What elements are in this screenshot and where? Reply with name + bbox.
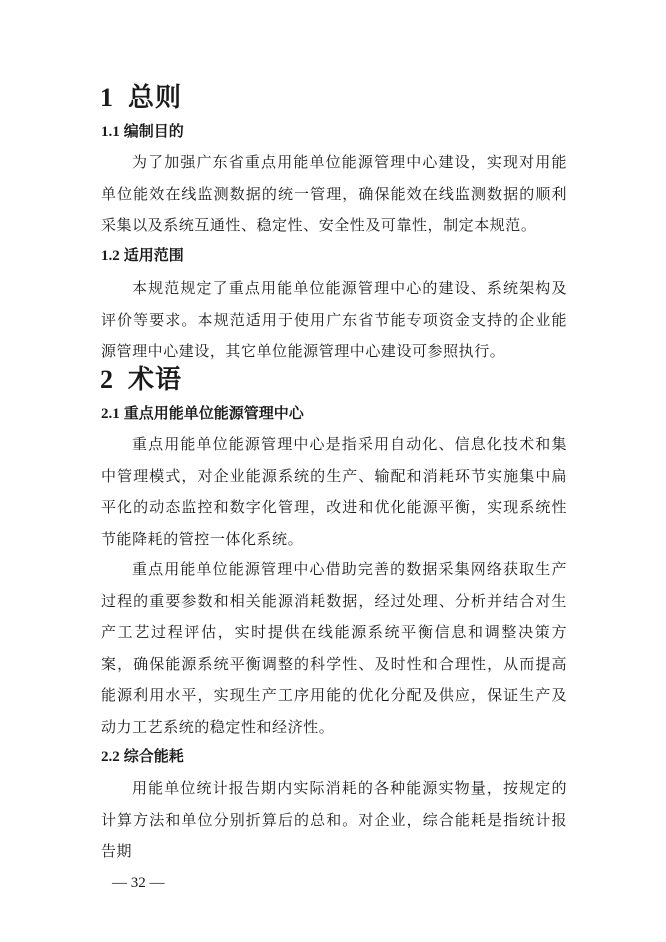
subsection-heading-2-2 [101, 746, 184, 767]
subsection-heading-1-2 [101, 245, 184, 266]
subsection-title: 适用范围 [123, 246, 184, 264]
paragraph-2-2: 用能单位统计报告期内实际消耗的各种能源实物量，按规定的计算方法和单位分别折算后的总和。对企业，综合能耗是指统计报告期 [101, 779, 567, 860]
paragraph-1-1: 为了加强广东省重点用能单位能源管理中心建设，实现对用能单位能效在线监测数据的统一管理，确保能效在线监测数据的顺利采集以及系统互通性、稳定性、安全性及可靠性，制定本规范。 [101, 153, 567, 234]
section-number: 2 [100, 365, 114, 394]
paragraph-1-2: 本规范规定了重点用能单位能源管理中心的建设、系统架构及评价等要求。本规范适用于使用广东省节能专项资金支持的企业能源管理中心建设，其它单位能源管理中心建设可参照执行。 [101, 279, 567, 360]
subsection-number: 2.2 [101, 749, 120, 765]
section-title: 总则 [128, 83, 183, 113]
subsection-number: 2.1 [101, 406, 120, 422]
section-title: 术语 [128, 365, 183, 395]
subsection-title: 编制目的 [123, 122, 184, 140]
subsection-number: 1.2 [101, 248, 120, 264]
paragraph-2-1-a: 重点用能单位能源管理中心是指采用自动化、信息化技术和集中管理模式，对企业能源系统的生产、输配和消耗环节实施集中扁平化的动态监控和数字化管理，改进和优化能源平衡，实现系统性节能降耗的管控一体化系统。 [101, 435, 567, 548]
subsection-title: 综合能耗 [123, 747, 184, 765]
section-number: 1 [100, 83, 114, 112]
paragraph-2-1-b: 重点用能单位能源管理中心借助完善的数据采集网络获取生产过程的重要参数和相关能源消耗数据，经过处理、分析并结合对生产工艺过程评估，实时提供在线能源系统平衡信息和调整决策方案，确保能源系统平衡调整的科学性、及时性和合理性，从而提高能源利用水平，实现生产工序用能的优化分配及供应，保证生产及动力工艺系统的稳定性和经济性。 [101, 560, 567, 736]
page-number: — 32 — [112, 875, 165, 891]
subsection-title: 重点用能单位能源管理中心 [123, 404, 304, 422]
subsection-heading-2-1 [101, 403, 304, 424]
subsection-number: 1.1 [101, 124, 120, 140]
section-heading-2 [100, 364, 182, 396]
subsection-heading-1-1 [101, 121, 184, 142]
section-heading-1 [100, 82, 182, 114]
